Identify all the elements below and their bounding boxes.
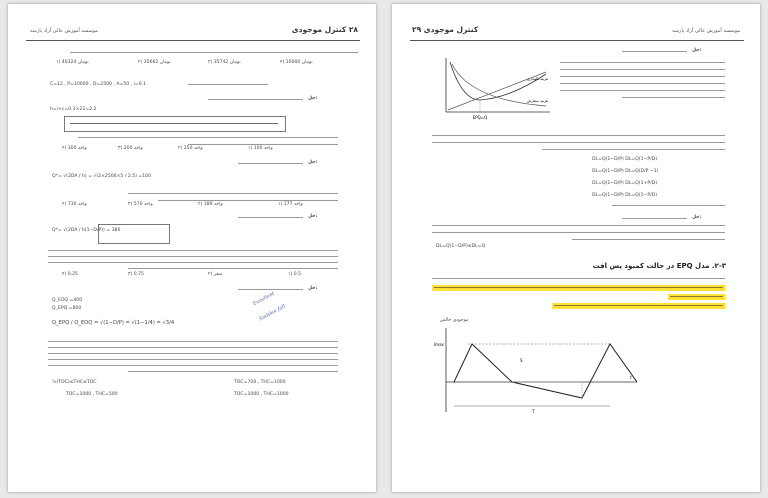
text-line <box>612 205 725 206</box>
option-1: ۱) 177 واحد <box>278 202 303 207</box>
text-line <box>622 97 725 98</box>
option-2: ۲) 35662 تومان <box>138 60 171 65</box>
dl-option-2: DL=Q(1−D/P) DL=Q(D/P −1) <box>592 169 659 174</box>
text-line <box>188 84 268 85</box>
text-line <box>622 51 687 52</box>
q-eoq-value: Q_EOQ =400 <box>52 298 83 303</box>
graph-caption: موجودی خالص <box>440 318 469 323</box>
option-1: ۱) 0.5 <box>288 272 302 277</box>
t-label: t <box>630 375 632 380</box>
answer-label: حل: <box>308 96 318 101</box>
text-line <box>48 353 338 354</box>
final-option-1b: ½(TOC)≤THC≤TOC <box>52 380 97 385</box>
answer-label: حل: <box>308 286 318 291</box>
text-line <box>560 69 725 70</box>
option-4: ۴) 10000 تومان <box>280 60 313 65</box>
dl-final: DL=Q(1−D/P)≤DL=Q <box>436 244 486 249</box>
option-3: ۳) 0.75 <box>128 272 144 277</box>
holding-label: هزینه نگهداری <box>526 77 548 81</box>
option-2: ۲) صفر <box>208 272 223 277</box>
answer-label: حل: <box>692 215 702 220</box>
total-cost-curve <box>450 62 546 100</box>
text-line <box>128 371 338 372</box>
text-line <box>70 52 358 53</box>
publisher-name: موسسه آموزش عالی آزاد پارسه <box>30 28 98 34</box>
text-line <box>48 359 338 360</box>
option-4: ۴) 300 واحد <box>62 146 87 151</box>
text-line <box>432 225 725 226</box>
final-option-2a: TOC=1000 , THC=1000 <box>234 392 289 397</box>
option-2: ۲) 250 واحد <box>178 146 203 151</box>
text-line <box>670 296 723 297</box>
option-3: ۳) 35742 تومان <box>208 60 241 65</box>
text-line <box>238 163 303 164</box>
text-line <box>622 218 687 219</box>
fraction-box <box>98 224 170 244</box>
text-line <box>434 287 723 288</box>
page-number: ۲۸ کنترل موجودی <box>291 25 358 34</box>
text-line <box>560 76 725 77</box>
axis-label: EPQ=Q <box>472 115 488 120</box>
left-page-header <box>26 24 360 41</box>
text-line <box>78 137 338 138</box>
option-3: ۳) 570 واحد <box>128 202 153 207</box>
imax-label: Imax <box>434 342 444 347</box>
dl-option-4: DL=Q(1−D/P) DL=Q(1−P/D) <box>592 193 658 198</box>
text-line <box>432 278 725 279</box>
text-line <box>432 142 725 143</box>
cycle-label: T <box>532 409 535 414</box>
text-line <box>238 289 303 290</box>
text-line <box>560 83 725 84</box>
text-line <box>560 62 725 63</box>
text-line <box>48 256 338 257</box>
option-1: ۱) 100 واحد <box>248 146 273 151</box>
q-epq-value: Q_EPQ =800 <box>52 306 82 311</box>
text-line <box>48 341 338 342</box>
formula-vars: C=12 , P=10000 , D=2500 , A=50 , i=0.1 <box>50 82 147 87</box>
text-line <box>48 250 338 251</box>
answer-label: حل: <box>692 48 702 53</box>
publisher-name: موسسه آموزش عالی آزاد پارسه <box>672 28 740 34</box>
formula-h: h=i×c=0.1×22=2.2 <box>50 107 97 112</box>
page-number: کنترل موجودی ۲۹ <box>412 25 479 34</box>
text-line <box>572 239 725 240</box>
text-line <box>48 262 338 263</box>
dl-option-1: DL=Q(1−D/P) DL=Q(1−P/D) <box>592 157 658 162</box>
text-line <box>554 305 723 306</box>
text-line <box>48 365 338 366</box>
cost-chart <box>440 56 552 122</box>
option-2: ۲) 189 واحد <box>198 202 223 207</box>
text-line <box>432 232 725 233</box>
right-page <box>392 4 760 492</box>
text-line <box>432 135 725 136</box>
q-star-formula-2: Q*= √(2DA / h(1−D/P)) = 380 <box>52 228 121 233</box>
text-line <box>158 200 338 201</box>
q-star-formula: Q*= √(2DA / h) = √(2×2500×5 / 2.5) =100 <box>52 174 152 179</box>
formula-line <box>70 123 278 124</box>
option-4: ۴) 0.25 <box>62 272 78 277</box>
text-line <box>238 217 303 218</box>
answer-label: حل: <box>308 160 318 165</box>
handwritten-note-2: Sudden fall <box>258 303 287 323</box>
answer-label: حل: <box>308 214 318 219</box>
handwritten-note-1: Excellent <box>251 290 276 308</box>
text-line <box>560 90 725 91</box>
epq-ratio-formula: Q_EPQ / Q_EOQ = √(1−D/P) = √(1−1/4) = √3/4 <box>52 320 175 326</box>
option-1: ۱) 40324 تومان <box>56 60 89 65</box>
text-line <box>128 268 338 269</box>
dl-option-3: DL=Q(1−D/P) DL=Q(1+P/D) <box>592 181 658 186</box>
left-page <box>8 4 376 492</box>
setup-label: هزینه سفارش <box>526 99 548 103</box>
final-option-2b: TOC=1000 , THC=500 <box>66 392 118 397</box>
final-option-1a: TOC=700 , THC=1000 <box>234 380 286 385</box>
epq-backorder-graph <box>432 326 642 416</box>
text-line <box>48 347 338 348</box>
text-line <box>128 193 338 194</box>
text-line <box>542 149 725 150</box>
right-page-header <box>410 24 744 41</box>
text-line <box>208 99 303 100</box>
s-label: S <box>520 358 523 363</box>
option-4: ۴) 730 واحد <box>62 202 87 207</box>
option-3: ۳) 200 واحد <box>118 146 143 151</box>
section-title: ۲-۳. مدل EPQ در حالت کمبود پس افت <box>592 262 726 270</box>
